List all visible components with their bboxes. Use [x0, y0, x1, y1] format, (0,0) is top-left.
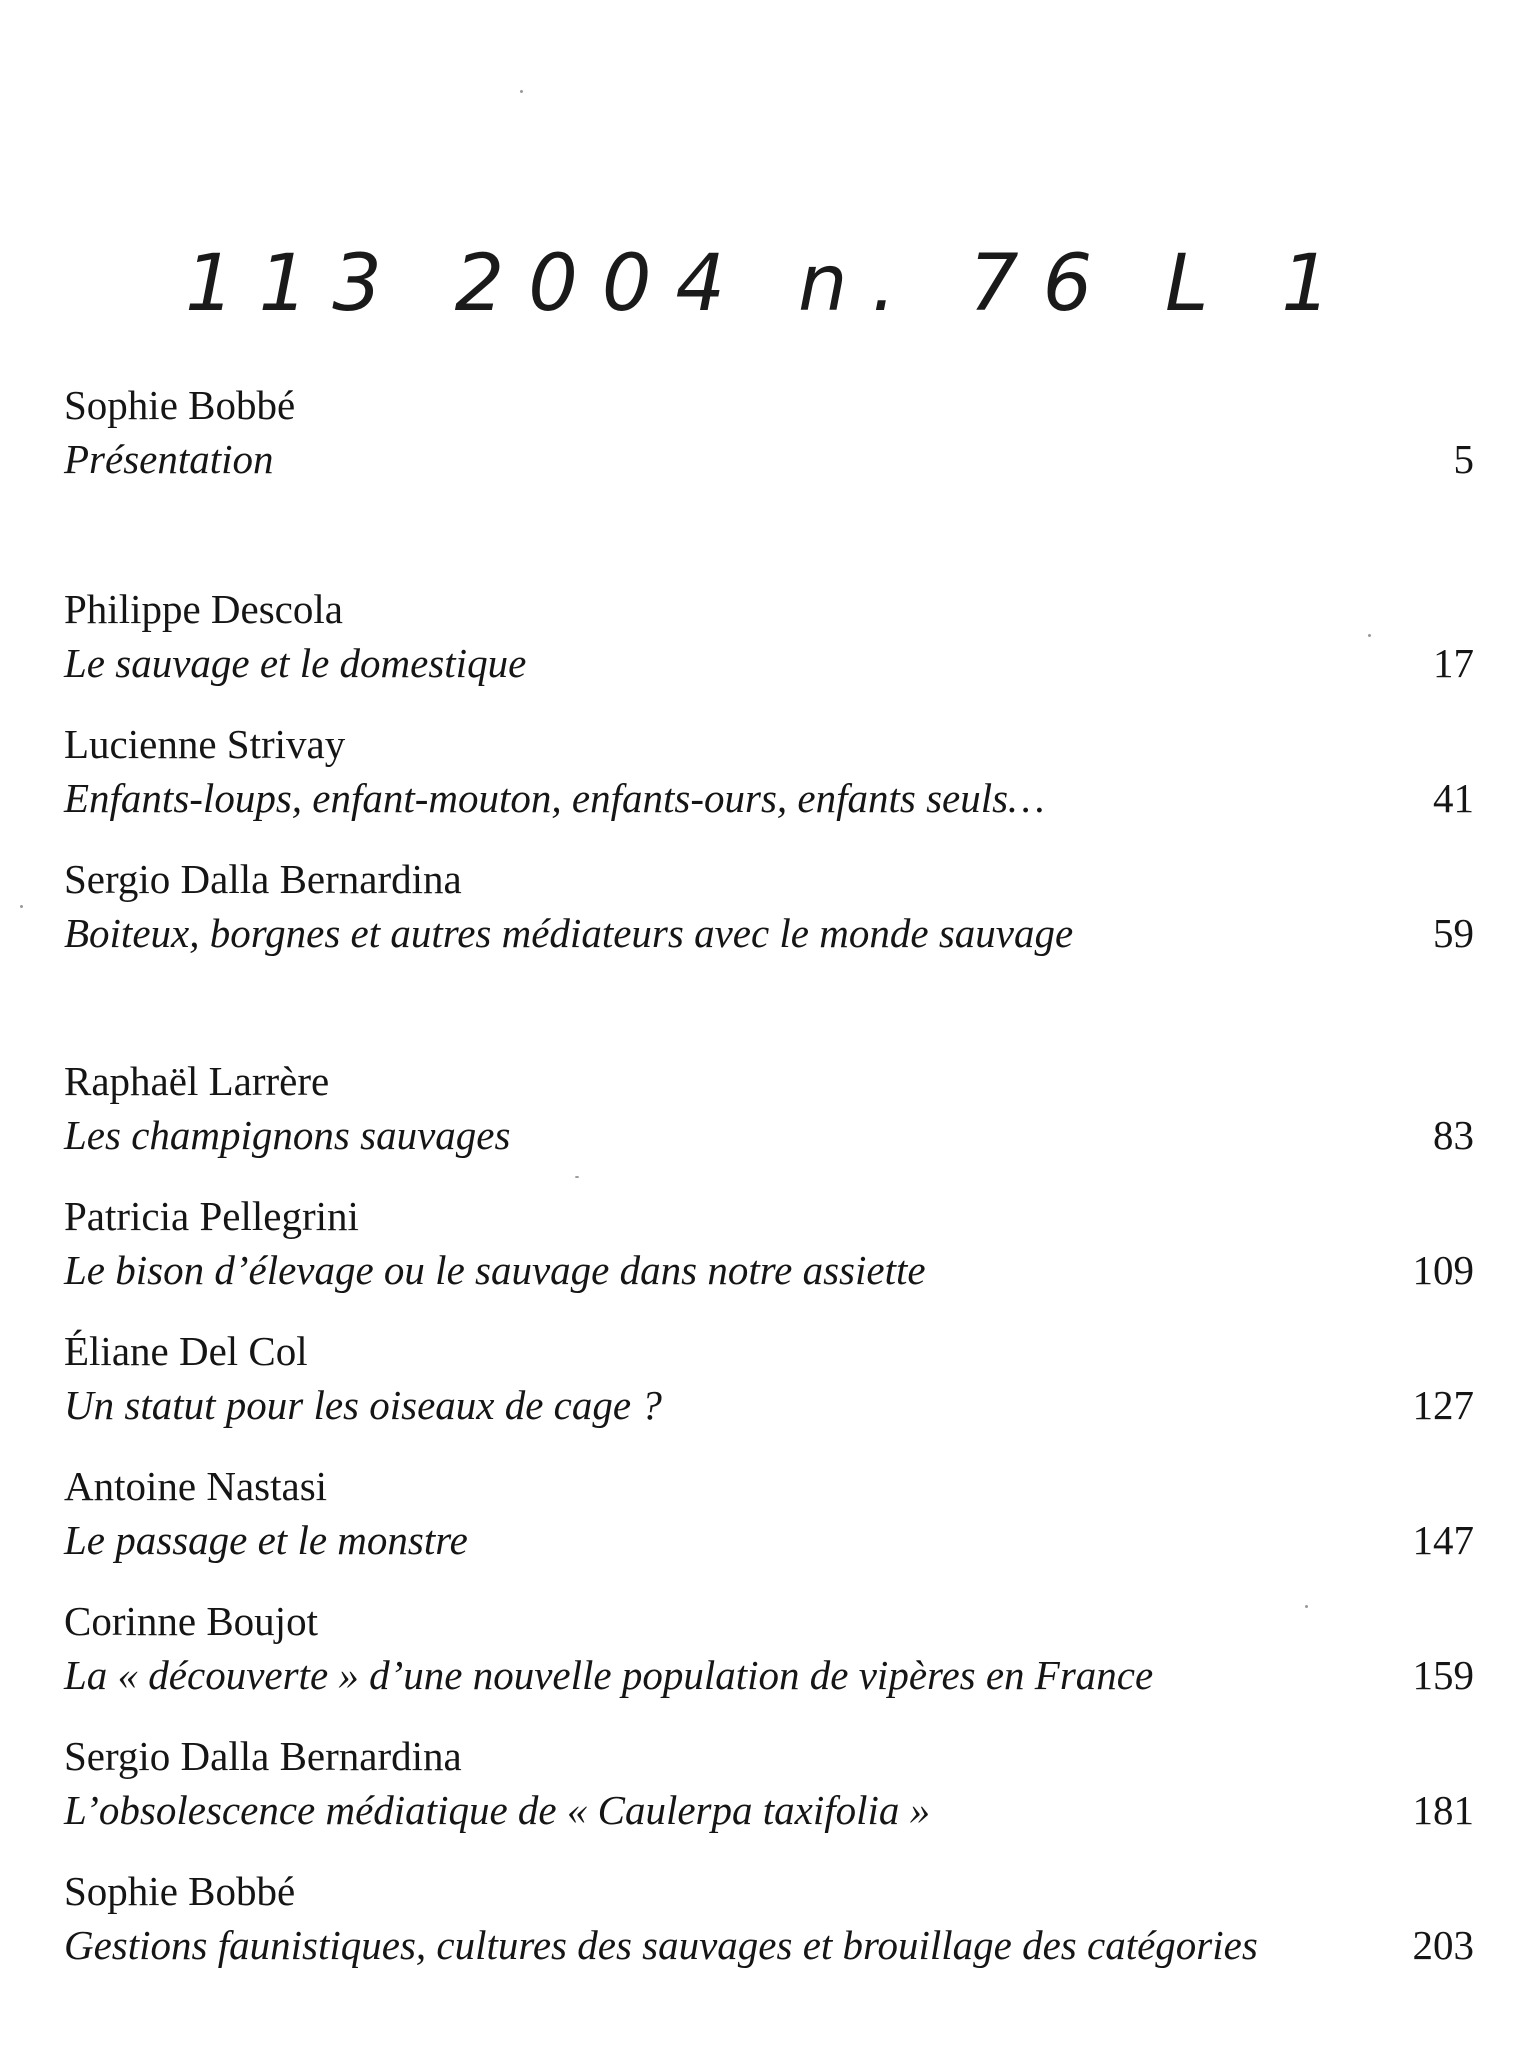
toc-title: Le passage et le monstre	[64, 1517, 468, 1563]
toc-page-number: 5	[1453, 436, 1474, 482]
toc-page-number: 127	[1412, 1382, 1474, 1428]
toc-entry	[64, 1729, 1474, 1837]
toc-author: Éliane Del Col	[64, 1328, 308, 1374]
toc-author: Sergio Dalla Bernardina	[64, 856, 462, 902]
toc-page-number: 17	[1433, 640, 1474, 686]
toc-author: Sophie Bobbé	[64, 382, 296, 428]
toc-entry	[64, 1864, 1474, 1972]
toc-title-row	[64, 1648, 1474, 1702]
scan-speck	[1305, 1605, 1308, 1608]
toc-title-row	[64, 771, 1474, 825]
toc-author: Lucienne Strivay	[64, 721, 346, 767]
toc-title: L’obsolescence médiatique de « Caulerpa taxifolia »	[64, 1787, 931, 1833]
toc-title-row	[64, 1918, 1474, 1972]
toc-author: Corinne Boujot	[64, 1598, 318, 1644]
toc-page-number: 147	[1412, 1517, 1474, 1563]
toc-title: Présentation	[64, 436, 274, 482]
scan-speck	[20, 905, 23, 908]
toc-title: Le sauvage et le domestique	[64, 640, 527, 686]
scan-speck	[575, 1176, 579, 1178]
toc-author: Philippe Descola	[64, 586, 343, 632]
toc-title-row	[64, 1513, 1474, 1567]
scan-speck	[1368, 634, 1371, 637]
toc-title: Un statut pour les oiseaux de cage ?	[64, 1382, 662, 1428]
toc-author: Patricia Pellegrini	[64, 1193, 359, 1239]
toc-title: Les champignons sauvages	[64, 1112, 511, 1158]
toc-title-row	[64, 1783, 1474, 1837]
toc-title: Boiteux, borgnes et autres médiateurs avec le monde sauvage	[64, 910, 1074, 956]
toc-entry	[64, 1459, 1474, 1567]
toc-title-row	[64, 636, 1474, 690]
toc-page-number: 181	[1412, 1787, 1474, 1833]
toc-entry	[64, 1594, 1474, 1702]
toc-author: Sophie Bobbé	[64, 1868, 296, 1914]
toc-title-row	[64, 432, 1474, 486]
toc-title-row	[64, 1108, 1474, 1162]
toc-title: Gestions faunistiques, cultures des sauvages et brouillage des catégories	[64, 1922, 1258, 1968]
toc-title-row	[64, 906, 1474, 960]
scan-speck	[520, 90, 523, 93]
toc-entry	[64, 717, 1474, 825]
toc-page-number: 41	[1433, 775, 1474, 821]
toc-page-number: 109	[1412, 1247, 1474, 1293]
toc-title: Le bison d’élevage ou le sauvage dans notre assiette	[64, 1247, 926, 1293]
toc-title: La « découverte » d’une nouvelle population de vipères en France	[64, 1652, 1154, 1698]
toc-title: Enfants-loups, enfant-mouton, enfants-ours, enfants seuls…	[64, 775, 1045, 821]
toc-title-row	[64, 1243, 1474, 1297]
toc-entry	[64, 1054, 1474, 1162]
handwritten-shelfmark: 113 2004 n. 76 L 1	[185, 239, 1355, 329]
toc-entry	[64, 852, 1474, 960]
toc-title-row	[64, 1378, 1474, 1432]
toc-entry	[64, 378, 1474, 486]
toc-page-number: 203	[1412, 1922, 1474, 1968]
toc-author: Antoine Nastasi	[64, 1463, 328, 1509]
toc-page-number: 59	[1433, 910, 1474, 956]
toc-author: Sergio Dalla Bernardina	[64, 1733, 462, 1779]
toc-page-number: 83	[1433, 1112, 1474, 1158]
toc-entry	[64, 582, 1474, 690]
toc-author: Raphaël Larrère	[64, 1058, 330, 1104]
toc-page-number: 159	[1412, 1652, 1474, 1698]
toc-entry	[64, 1189, 1474, 1297]
toc-entry	[64, 1324, 1474, 1432]
